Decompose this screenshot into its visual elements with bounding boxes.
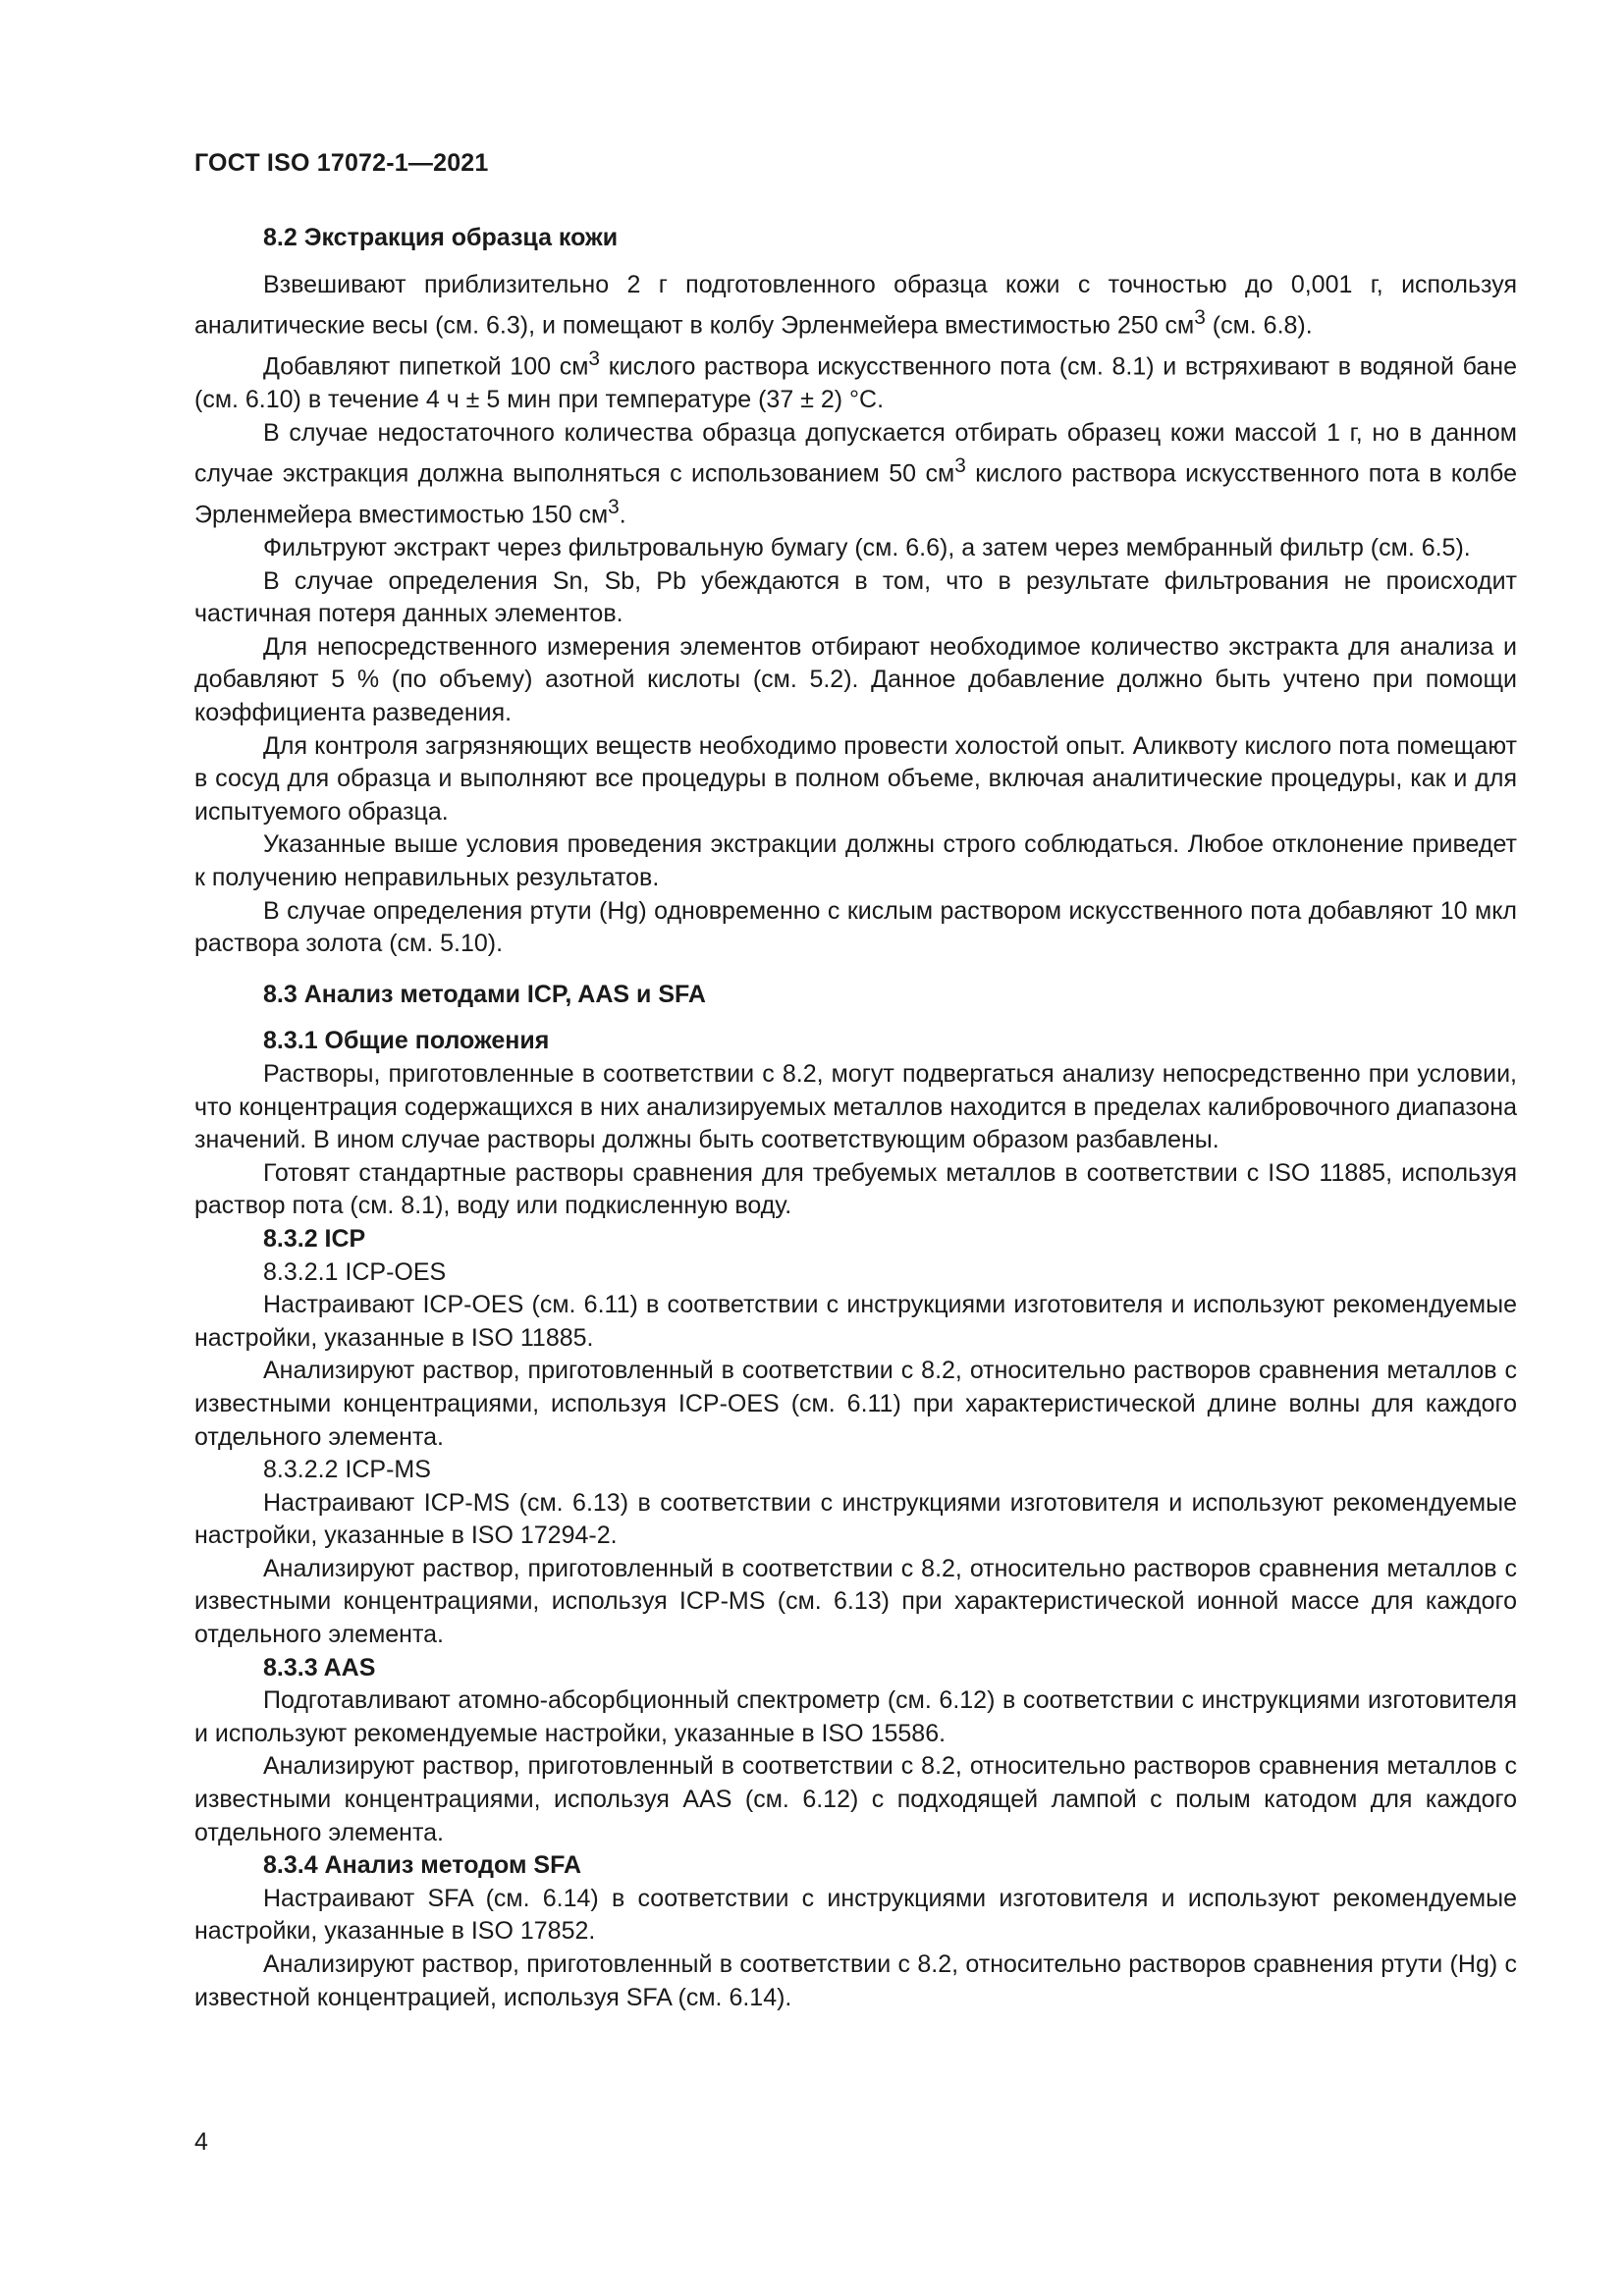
document-header: ГОСТ ISO 17072-1—2021: [194, 149, 489, 177]
paragraph: Фильтруют экстракт через фильтровальную бумагу (см. 6.6), а затем через мембранный фильтр (см. 6.5).: [263, 534, 1471, 562]
paragraph: Анализируют раствор, приготовленный в соответствии с 8.2, относительно растворов сравнения ртути (Hg) с известной концентрацией, используя SFA (см. 6.14).: [194, 1950, 1517, 2011]
section-8-3-1-title: 8.3.1 Общие положения: [263, 1027, 550, 1055]
section-8-3-2-1-title: 8.3.2.1 ICP-OES: [263, 1257, 447, 1286]
paragraph: Анализируют раствор, приготовленный в соответствии с 8.2, относительно растворов сравнения металлов с известными концентрациями, используя ICP-OES (см. 6.11) при характеристической длине волны для каждого отдельного элемента.: [194, 1357, 1517, 1451]
paragraph: Настраивают ICP-MS (см. 6.13) в соответствии с инструкциями изготовителя и используют рекомендуемые настройки, указанные в ISO 17294-2.: [194, 1488, 1517, 1550]
section-8-3-4-title: 8.3.4 Анализ методом SFA: [263, 1851, 582, 1880]
paragraph: Указанные выше условия проведения экстракции должны строго соблюдаться. Любое отклонение приведет к получению неправильных результатов.: [194, 830, 1517, 891]
paragraph: Подготавливают атомно-абсорбционный спектрометр (см. 6.12) в соответствии с инструкциями изготовителя и используют рекомендуемые настройки, указанные в ISO 15586.: [194, 1686, 1517, 1747]
paragraph: Анализируют раствор, приготовленный в соответствии с 8.2, относительно растворов сравнения металлов с известными концентрациями, используя AAS (см. 6.12) с подходящей лампой с полым катодом для каждого отдельного элемента.: [194, 1752, 1517, 1846]
section-8-3-3-title: 8.3.3 AAS: [263, 1653, 376, 1682]
paragraph: В случае недостаточного количества образца допускается отбирать образец кожи массой 1 г, но в данном случае экстракция должна выполняться с использованием 50 $см^3$ кислого раствора искусственного пота в колбе Эрленмейера вместимостью 150 $см^3$.: [194, 418, 1517, 529]
paragraph: Добавляют пипеткой 100 $см^3$ кислого раствора искусственного пота (см. 8.1) и встряхивают в водяной бане (см. 6.10) в течение 4 ч ± 5 мин при температуре (37 ± 2) °С.: [194, 347, 1517, 414]
paragraph: Анализируют раствор, приготовленный в соответствии с 8.2, относительно растворов сравнения металлов с известными концентрациями, используя ICP-MS (см. 6.13) при характеристической ионной массе для каждого отдельного элемента.: [194, 1554, 1517, 1649]
paragraph: В случае определения Sn, Sb, Pb убеждаются в том, что в результате фильтрования не происходит частичная потеря данных элементов.: [194, 566, 1517, 628]
paragraph: Настраивают ICP-OES (см. 6.11) в соответствии с инструкциями изготовителя и используют рекомендуемые настройки, указанные в ISO 11885.: [194, 1291, 1517, 1352]
paragraph: Растворы, приготовленные в соответствии с 8.2, могут подвергаться анализу непосредственно при условии, что концентрация содержащихся в них анализируемых металлов находится в пределах калибровочного диапазона значений. В ином случае растворы должны быть соответствующим образом разбавлены.: [194, 1059, 1517, 1154]
paragraph: Для непосредственного измерения элементов отбирают необходимое количество экстракта для анализа и добавляют 5 % (по объему) азотной кислоты (см. 5.2). Данное добавление должно быть учтено при помощи коэффициента разведения.: [194, 632, 1517, 727]
section-8-3-2-title: 8.3.2 ICP: [263, 1224, 366, 1253]
section-8-3-title: 8.3 Анализ методами ICP, AAS и SFA: [263, 980, 706, 1008]
paragraph: Для контроля загрязняющих веществ необходимо провести холостой опыт. Аликвоту кислого пота помещают в сосуд для образца и выполняют все процедуры в полном объеме, включая аналитические процедуры, как и для испытуемого образца.: [194, 731, 1517, 826]
section-8-2-title: 8.2 Экстракция образца кожи: [263, 224, 619, 251]
paragraph: Взвешивают приблизительно 2 г подготовленного образца кожи с точностью до 0,001 г, используя аналитические весы (см. 6.3), и помещают в колбу Эрленмейера вместимостью 250 $см^3$ (см. 6.8).: [194, 270, 1517, 340]
document-body: [194, 222, 1517, 2014]
page-number: 4: [194, 2128, 208, 2156]
paragraph: Настраивают SFA (см. 6.14) в соответствии с инструкциями изготовителя и используют рекомендуемые настройки, указанные в ISO 17852.: [194, 1884, 1517, 1946]
paragraph: В случае определения ртути (Hg) одновременно с кислым раствором искусственного пота добавляют 10 мкл раствора золота (см. 5.10).: [194, 896, 1517, 958]
section-8-3-2-2-title: 8.3.2.2 ICP-MS: [263, 1456, 431, 1484]
paragraph: Готовят стандартные растворы сравнения для требуемых металлов в соответствии с ISO 11885, используя раствор пота (см. 8.1), воду или подкисленную воду.: [194, 1158, 1517, 1220]
